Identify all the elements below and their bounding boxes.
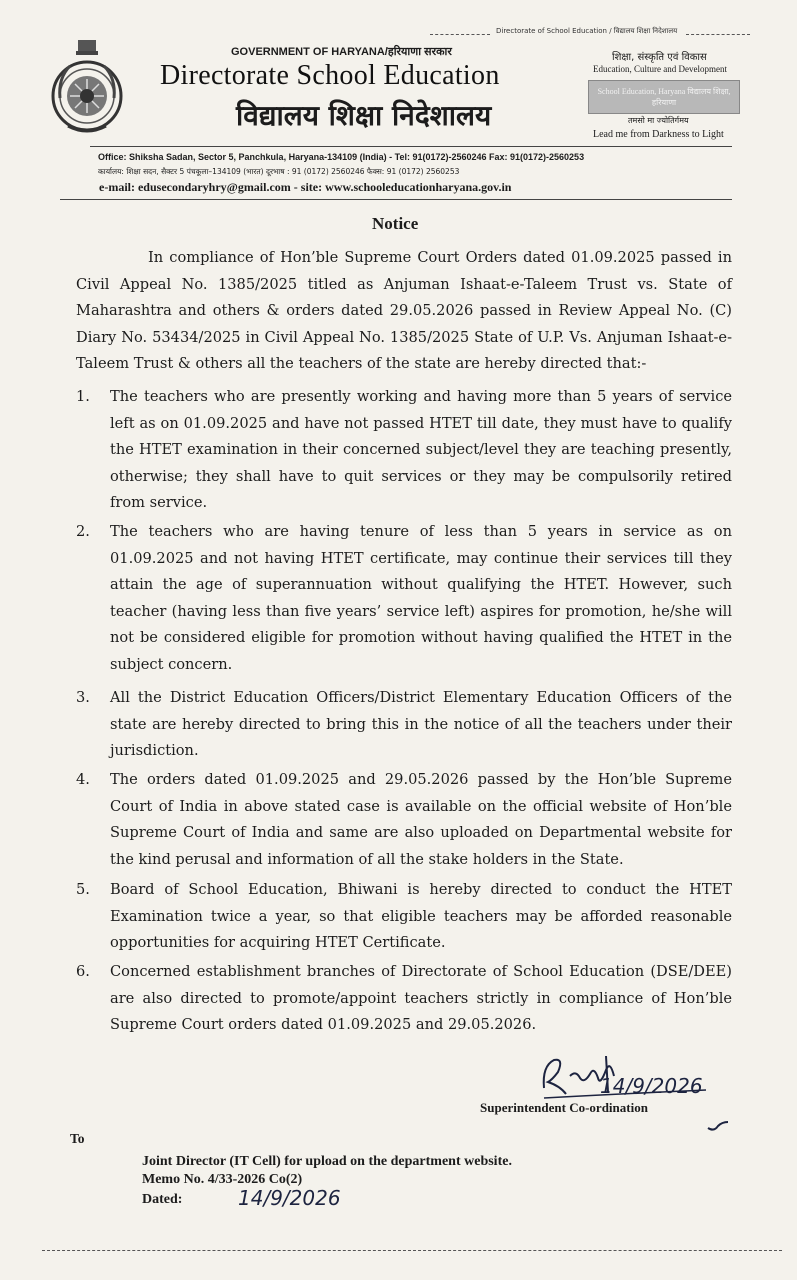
item-number: 2. <box>76 523 90 540</box>
notice-item <box>76 877 732 957</box>
top-label: Directorate of School Education / विद्यालय शिक्षा निदेशालय <box>496 27 678 35</box>
logo-text: School Education, Haryana विद्यालय शिक्षा, हरियाणा <box>597 87 731 107</box>
item-text: The teachers who are presently working and having more than 5 years of service left as on 01.09.2025 and have not passed HTET till date, they must have to qualify the HTET examination in their concerned subject/level they are teaching presently, otherwise; they shall have to quit services or they may be compulsorily retired from service. <box>110 388 732 511</box>
notice-item <box>76 685 732 765</box>
office-address-hi: कार्यालय: शिक्षा सदन, सैक्टर 5 पंचकूला–134109 (भारत) दूरभाष : 91 (0172) 2560246 फैक्स: 91 (0172) 2560253 <box>98 167 460 176</box>
signatory-title: Superintendent Co-ordination <box>480 1100 648 1115</box>
notice-intro: In compliance of Hon’ble Supreme Court Orders dated 01.09.2025 passed in Civil Appeal No. 1385/2025 titled as Anjuman Ishaat-e-Taleem Trust vs. State of Maharashtra and others & orders dated 29.05.2026 passed in Review Appeal No. (C) Diary No. 53434/2025 in Civil Appeal No. 1385/2025 State of U.P. Vs. Anjuman Ishaat-e-Taleem Trust & others all the teachers of the state are hereby directed that:- <box>76 249 732 372</box>
haryana-emblem-icon <box>48 38 126 138</box>
item-text: Board of School Education, Bhiwani is hereby directed to conduct the HTET Examination twice a year, so that eligible teachers may be afforded reasonable opportunities for acquiring HTET Certificate. <box>110 881 732 951</box>
header-rule-bottom <box>60 199 732 200</box>
notice-title: Notice <box>372 214 419 233</box>
motto-en: Lead me from Darkness to Light <box>593 129 724 140</box>
item-text: The teachers who are having tenure of less than 5 years in service as on 01.09.2025 and not having HTET certificate, may continue their services till they attain the age of superannuation without qualifying the HTET. However, such teacher (having less than five years’ service left) aspires for promotion, he/she will not be considered eligible for promotion without having qualified the HTET in the subject concern. <box>110 523 732 673</box>
signature-date: 14/9/2026 <box>600 1074 703 1098</box>
notice-item <box>76 767 732 873</box>
memo-number: Memo No. 4/33-2026 Co(2) <box>142 1172 303 1187</box>
tick-mark-icon <box>706 1118 730 1138</box>
to-label: To <box>70 1131 85 1146</box>
notice-item <box>76 519 732 678</box>
item-text: All the District Education Officers/District Elementary Education Officers of the state are hereby directed to bring this in the notice of all the teachers under their jurisdiction. <box>110 689 732 759</box>
item-number: 3. <box>76 689 90 706</box>
dated-label: Dated: <box>142 1192 183 1207</box>
directorate-title-en: Directorate School Education <box>160 60 500 91</box>
office-address: Office: Shiksha Sadan, Sector 5, Panchkula, Haryana-134109 (India) - Tel: 91(0172)-2560246 Fax: 91(0172)-2560253 <box>98 152 585 162</box>
dated-value: 14/9/2026 <box>238 1186 341 1210</box>
recipient-line: Joint Director (IT Cell) for upload on the department website. <box>142 1154 512 1169</box>
right-tagline-en: Education, Culture and Development <box>593 64 727 74</box>
notice-item <box>76 959 732 1039</box>
government-label: GOVERNMENT OF HARYANA/हरियाणा सरकार <box>231 46 452 58</box>
notice-item <box>76 384 732 517</box>
item-number: 6. <box>76 963 90 980</box>
item-text: The orders dated 01.09.2025 and 29.05.2026 passed by the Hon’ble Supreme Court of India in above stated case is available on the official website of Hon’ble Supreme Court of India and same are also uploaded on Departmental website for the kind perusal and information of all the stake holders in the State. <box>110 771 732 868</box>
bottom-dashed-rule <box>42 1250 782 1251</box>
email-site-line: e-mail: edusecondaryhry@gmail.com - site: www.schooleducationharyana.gov.in <box>99 180 512 194</box>
motto-hi: तमसो मा ज्योतिर्गमय <box>628 116 689 125</box>
item-number: 4. <box>76 771 90 788</box>
item-text: Concerned establishment branches of Directorate of School Education (DSE/DEE) are also directed to promote/appoint teachers strictly in compliance of Hon’ble Supreme Court orders dated 01.09.2025 and 29.05.2026. <box>110 963 732 1033</box>
item-number: 5. <box>76 881 90 898</box>
top-dash-left <box>430 34 490 35</box>
right-tagline-hi: शिक्षा, संस्कृति एवं विकास <box>612 52 707 63</box>
top-dash-right <box>686 34 750 35</box>
directorate-title-hi: विद्यालय शिक्षा निदेशालय <box>236 99 492 132</box>
item-number: 1. <box>76 388 90 405</box>
header-rule-top <box>90 146 732 147</box>
school-education-logo <box>588 80 740 114</box>
